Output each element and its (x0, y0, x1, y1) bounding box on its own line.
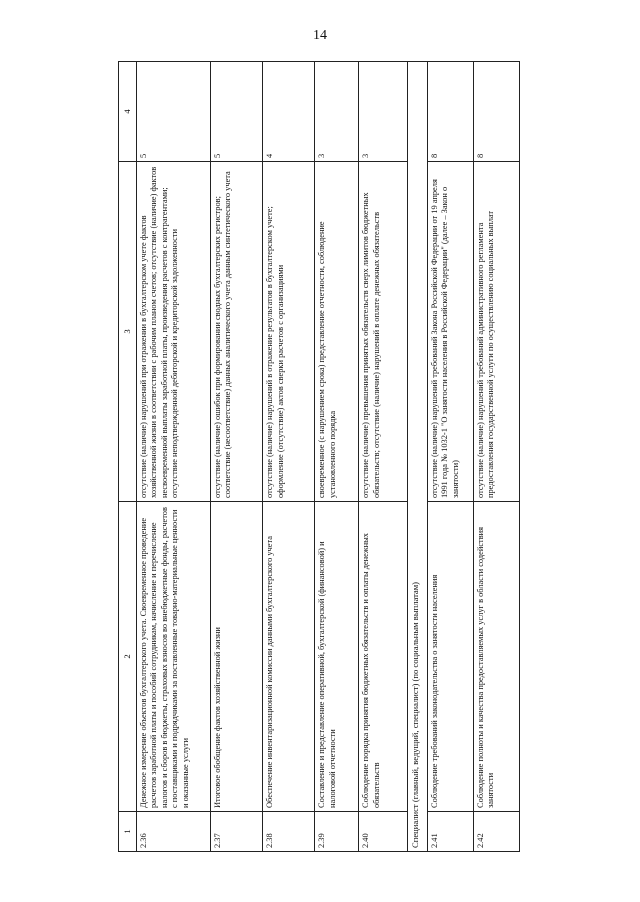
section-title: Специалист (главный, ведущий, специалист) (по социальным выплатам) (407, 62, 427, 852)
row-number: 2.40 (359, 812, 407, 852)
rotated-table-frame (118, 62, 520, 852)
row-subject: Итоговое обобщение фактов хозяйственной жизни (210, 502, 262, 812)
row-number: 2.42 (473, 812, 519, 852)
row-criteria: отсутствие (наличие) нарушений требований административного регламента предоставления государственной услуги по осуществлению социальных выплат (473, 162, 519, 502)
row-subject: Соблюдение требований законодательства о занятости населения (427, 502, 473, 812)
row-criteria: отсутствие (наличие) превышения принятых обязательств сверх лимитов бюджетных обязательств; отсутствие (наличие) нарушений в оплате денежных обязательств (359, 162, 407, 502)
row-number: 2.36 (136, 812, 210, 852)
row-subject: Составление и представление оперативной, бухгалтерской (финансовой) и налоговой отчетности (315, 502, 359, 812)
row-subject: Денежное измерение объектов бухгалтерского учета. Своевременное проведение расчетов заработной платы и пособий сотрудникам, начисление и перечисление налогов и сборов в бюджеты, страховых взносов во внебюджетные фонды, расчетов с поставщиками и подрядчиками за поставленные товарно-материальные ценности и оказанные услуги (136, 502, 210, 812)
row-criteria: отсутствие (наличие) нарушений требований Закона Российской Федерации от 19 апреля 1991 года № 1032-1 "О занятости населения в Российской Федерации" (далее – Закон о занятости) (427, 162, 473, 502)
table-row (427, 62, 473, 852)
row-number: 2.41 (427, 812, 473, 852)
column-header: 3 (119, 162, 137, 502)
table-header-row (119, 62, 137, 852)
column-header: 2 (119, 502, 137, 812)
row-score: 3 (359, 62, 407, 162)
row-subject: Обеспечение инвентаризационной комиссии данными бухгалтерского учета (263, 502, 315, 812)
table-row (315, 62, 359, 852)
row-number: 2.38 (263, 812, 315, 852)
row-score: 5 (210, 62, 262, 162)
row-criteria: своевременное (с нарушением срока) представление отчетности, соблюдение установленного порядка (315, 162, 359, 502)
row-number: 2.37 (210, 812, 262, 852)
column-header: 1 (119, 812, 137, 852)
table-row (136, 62, 210, 852)
table-row (359, 62, 407, 852)
table-row (263, 62, 315, 852)
page-number: 14 (313, 28, 327, 43)
row-subject: Соблюдение полноты и качества предоставляемых услуг в области содействия занятости (473, 502, 519, 812)
row-criteria: отсутствие (наличие) нарушений в отражение результатов в бухгалтерском учете; оформление (отсутствие) актов сверки расчетов с организациями (263, 162, 315, 502)
table-row (473, 62, 519, 852)
row-criteria: отсутствие (наличие) нарушений при отражении в бухгалтерском учете фактов хозяйственной жизни в соответствии с рабочим планом счетов; отсутствие (наличие) фактов несвоевременной выплаты заработной платы, произведения расчетов с контрагентами; отсутствие неподтвержденной дебиторской и кредиторской задолженности (136, 162, 210, 502)
criteria-table (118, 61, 520, 852)
row-score: 8 (427, 62, 473, 162)
row-score: 3 (315, 62, 359, 162)
table-row (210, 62, 262, 852)
row-subject: Соблюдение порядка принятия бюджетных обязательств и оплаты денежных обязательств (359, 502, 407, 812)
row-score: 5 (136, 62, 210, 162)
section-row (407, 62, 427, 852)
row-criteria: отсутствие (наличие) ошибок при формировании сводных бухгалтерских регистров; соответствие (несоответствие) данных аналитического учета данным синтетического учета (210, 162, 262, 502)
column-header: 4 (119, 62, 137, 162)
row-score: 8 (473, 62, 519, 162)
row-number: 2.39 (315, 812, 359, 852)
row-score: 4 (263, 62, 315, 162)
